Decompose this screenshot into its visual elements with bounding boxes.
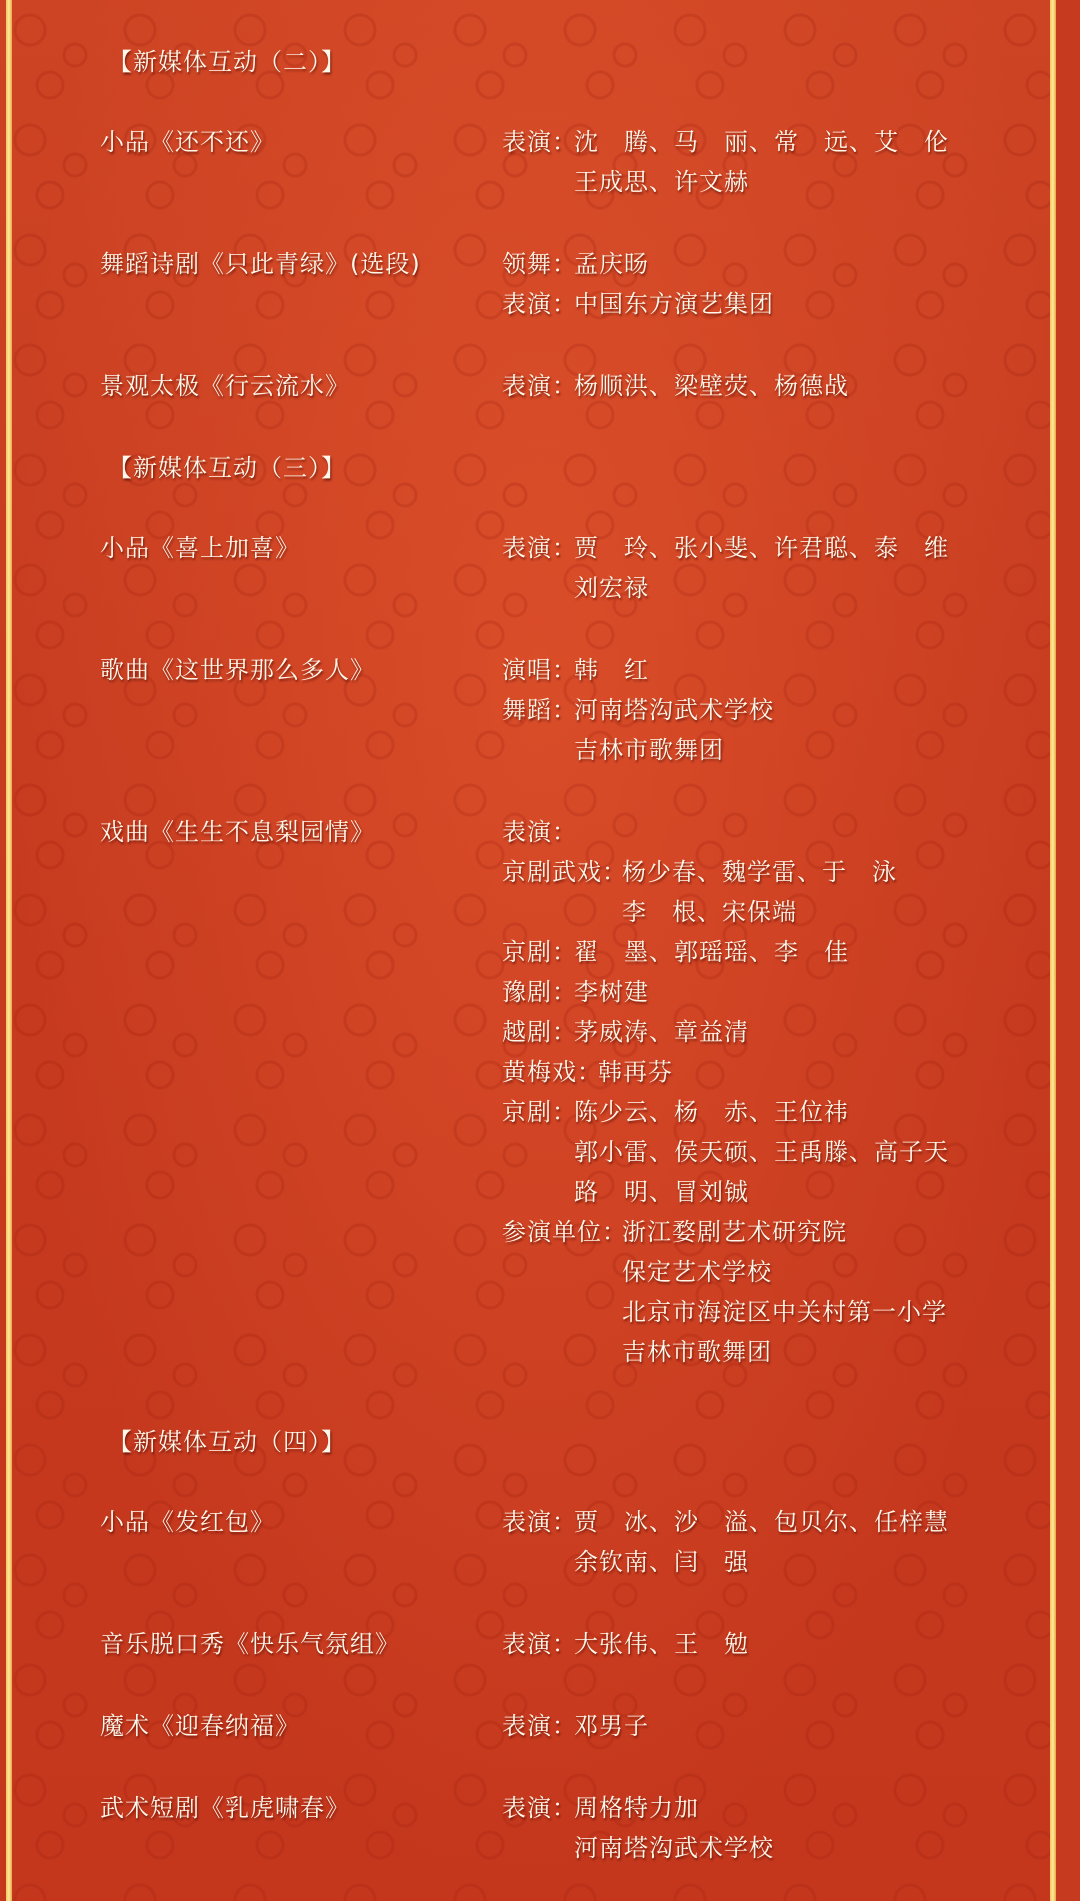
- performer-name-line: 中国东方演艺集团: [574, 290, 774, 318]
- performer-name-line: 沈 腾、马 丽、常 远、艾 伦: [574, 128, 949, 156]
- role-line: [502, 852, 949, 932]
- role-label: 表演：: [502, 1712, 577, 1740]
- role-label: 黄梅戏：: [502, 1058, 602, 1086]
- program-roles: [502, 1788, 774, 1868]
- performer-name-line: 贾 玲、张小斐、许君聪、泰 维: [574, 534, 949, 562]
- performer-names: [622, 1212, 947, 1372]
- performer-name-line: 吉林市歌舞团: [574, 736, 724, 764]
- performer-names: [598, 1052, 673, 1092]
- program-roles: [502, 1706, 649, 1746]
- performer-name-line: 保定艺术学校: [622, 1258, 772, 1286]
- performer-name-line: 韩再芬: [598, 1058, 673, 1086]
- performer-name-line: 周格特力加: [574, 1794, 699, 1822]
- role-label: 表演：: [502, 1630, 577, 1658]
- performer-names: [622, 852, 897, 932]
- performer-names: [574, 366, 849, 406]
- role-label: 表演：: [502, 534, 577, 562]
- program-roles: [502, 528, 949, 608]
- role-line: [502, 812, 949, 852]
- program-roles: [502, 1502, 949, 1582]
- role-line: [502, 1012, 949, 1052]
- program-title: 魔术《迎春纳福》: [100, 1712, 300, 1740]
- program-roles: [502, 650, 774, 770]
- performer-name-line: 大张伟、王 勉: [574, 1630, 749, 1658]
- performer-name-line: 北京市海淀区中关村第一小学: [622, 1298, 947, 1326]
- performer-name-line: 茅威涛、章益清: [574, 1018, 749, 1046]
- performer-name-line: 浙江婺剧艺术研究院: [622, 1218, 847, 1246]
- program-title: 戏曲《生生不息梨园情》: [100, 818, 375, 846]
- performer-names: [574, 244, 649, 284]
- role-label: 表演：: [502, 128, 577, 156]
- performer-name-line: 翟 墨、郭瑶瑶、李 佳: [574, 938, 849, 966]
- section-header: 【新媒体互动（二）】: [108, 48, 346, 76]
- role-label: 京剧：: [502, 1098, 577, 1126]
- performer-name-line: 刘宏禄: [574, 574, 649, 602]
- role-line: [502, 1092, 949, 1212]
- role-label: 京剧武戏：: [502, 858, 627, 886]
- performer-name-line: 邓男子: [574, 1712, 649, 1740]
- role-line: [502, 1052, 949, 1092]
- performer-name-line: 李树建: [574, 978, 649, 1006]
- performer-name-line: 吉林市歌舞团: [622, 1338, 772, 1366]
- program-title: 小品《还不还》: [100, 128, 275, 156]
- role-line: [502, 1706, 649, 1746]
- performer-names: [574, 1012, 749, 1052]
- program-title: 小品《喜上加喜》: [100, 534, 300, 562]
- gold-border-left: [6, 0, 12, 1901]
- program-title: 音乐脱口秀《快乐气氛组》: [100, 1630, 400, 1658]
- performer-name-line: 韩 红: [574, 656, 649, 684]
- role-line: [502, 1502, 949, 1582]
- performer-name-line: 余钦南、闫 强: [574, 1548, 749, 1576]
- performer-name-line: 王成思、许文赫: [574, 168, 749, 196]
- role-label: 豫剧：: [502, 978, 577, 1006]
- program-roles: [502, 244, 774, 324]
- role-label: 领舞：: [502, 250, 577, 278]
- role-line: [502, 1624, 749, 1664]
- program-roles: [502, 122, 949, 202]
- role-label: 舞蹈：: [502, 696, 577, 724]
- role-line: [502, 366, 849, 406]
- role-line: [502, 1212, 949, 1372]
- role-line: [502, 650, 774, 690]
- performer-name-line: 河南塔沟武术学校: [574, 1834, 774, 1862]
- performer-names: [574, 1624, 749, 1664]
- role-label: 表演：: [502, 1508, 577, 1536]
- performer-name-line: 贾 冰、沙 溢、包贝尔、任梓慧: [574, 1508, 949, 1536]
- performer-name-line: 路 明、冒刘铖: [574, 1178, 749, 1206]
- performer-name-line: 郭小雷、侯天硕、王禹滕、高子天: [574, 1138, 949, 1166]
- performer-name-line: 河南塔沟武术学校: [574, 696, 774, 724]
- role-label: 演唱：: [502, 656, 577, 684]
- role-label: 表演：: [502, 1794, 577, 1822]
- performer-names: [574, 972, 649, 1012]
- role-line: [502, 122, 949, 202]
- performer-names: [574, 690, 774, 770]
- performer-name-line: 孟庆旸: [574, 250, 649, 278]
- section-header: 【新媒体互动（四）】: [108, 1428, 346, 1456]
- performer-names: [574, 1706, 649, 1746]
- role-line: [502, 528, 949, 608]
- role-label: 参演单位：: [502, 1218, 627, 1246]
- program-title: 武术短剧《乳虎啸春》: [100, 1794, 350, 1822]
- role-label: 表演：: [502, 290, 577, 318]
- performer-name-line: 陈少云、杨 赤、王位祎: [574, 1098, 849, 1126]
- performer-name-line: 杨少春、魏学雷、于 泳: [622, 858, 897, 886]
- role-line: [502, 690, 774, 770]
- program-title: 舞蹈诗剧《只此青绿》(选段): [100, 250, 421, 278]
- outer-margin-right: [1056, 0, 1080, 1901]
- role-label: 表演：: [502, 818, 577, 846]
- performer-names: [574, 1092, 949, 1212]
- role-label: 京剧：: [502, 938, 577, 966]
- program-title: 景观太极《行云流水》: [100, 372, 350, 400]
- role-line: [502, 244, 774, 284]
- performer-names: [574, 528, 949, 608]
- program-roles: [502, 366, 849, 406]
- performer-names: [574, 1502, 949, 1582]
- role-line: [502, 972, 949, 1012]
- program-title: 歌曲《这世界那么多人》: [100, 656, 375, 684]
- section-header: 【新媒体互动（三）】: [108, 454, 346, 482]
- role-line: [502, 932, 949, 972]
- performer-names: [574, 932, 849, 972]
- performer-names: [574, 650, 649, 690]
- performer-name-line: 杨顺洪、梁壁荧、杨德战: [574, 372, 849, 400]
- role-line: [502, 284, 774, 324]
- performer-names: [574, 1788, 774, 1868]
- program-title: 小品《发红包》: [100, 1508, 275, 1536]
- role-line: [502, 1788, 774, 1868]
- performer-names: [574, 122, 949, 202]
- performer-names: [574, 284, 774, 324]
- role-label: 越剧：: [502, 1018, 577, 1046]
- program-roles: [502, 812, 949, 1372]
- role-label: 表演：: [502, 372, 577, 400]
- performer-name-line: 李 根、宋保端: [622, 898, 797, 926]
- program-roles: [502, 1624, 749, 1664]
